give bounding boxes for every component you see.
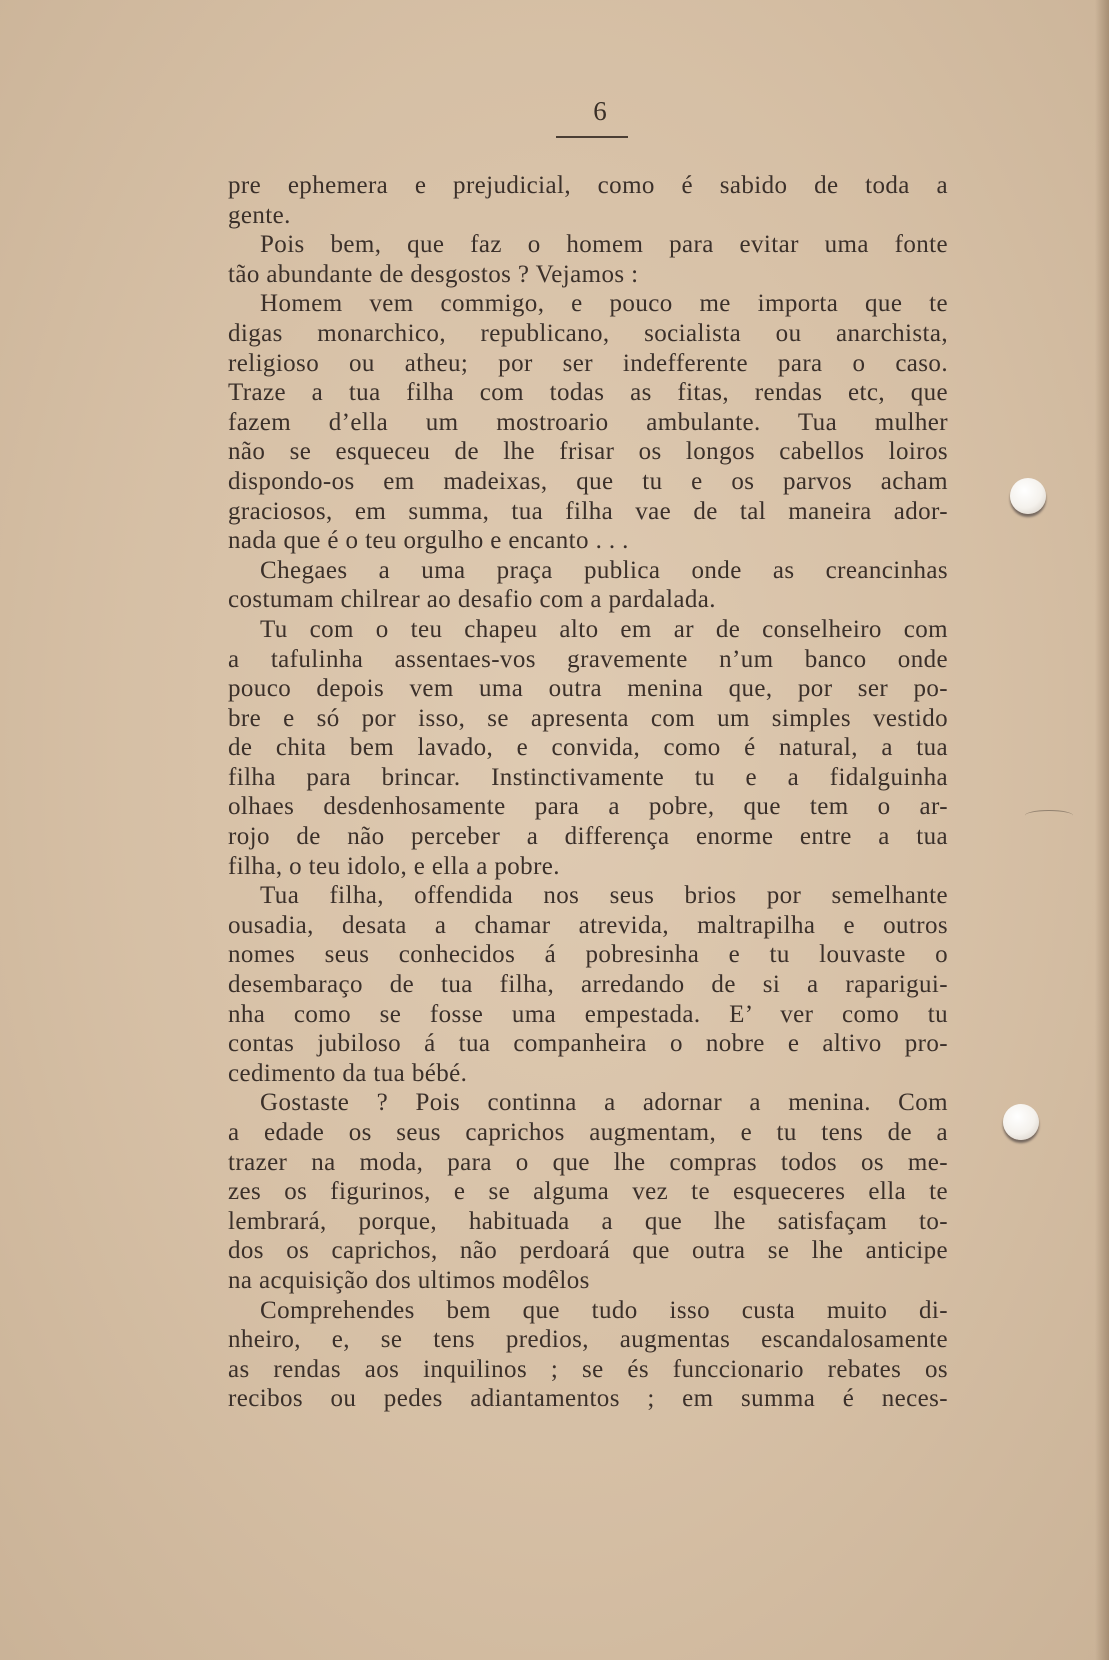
text-line: zes os figurinos, e se alguma vez te esqueceres ella te [228, 1178, 948, 1206]
text-line: olhaes desdenhosamente para a pobre, que tem o ar- [228, 793, 948, 821]
text-line: nomes seus conhecidos á pobresinha e tu louvaste o [228, 941, 948, 969]
text-line: a edade os seus caprichos augmentam, e tu tens de a [228, 1119, 948, 1146]
text-line: rojo de não perceber a differença enorme entre a tua [228, 823, 948, 851]
text-line: Chegaes a uma praça publica onde as creancinhas [260, 556, 948, 584]
text-line: na acquisição dos ultimos modêlos [228, 1266, 590, 1294]
body-text [228, 171, 948, 1414]
text-line: dos os caprichos, não perdoará que outra se lhe anticipe [228, 1237, 948, 1265]
text-line: fazem d’ella um mostroario ambulante. Tua mulher [228, 408, 948, 436]
text-line: Tua filha, offendida nos seus brios por semelhante [260, 882, 948, 910]
text-line: contas jubiloso á tua companheira o nobre e altivo pro- [228, 1030, 948, 1058]
text-line: nada que é o teu orgulho e encanto . . . [228, 527, 629, 555]
text-line: as rendas aos inquilinos ; se és funccionario rebates os [228, 1355, 948, 1383]
page-number-rule [556, 136, 628, 138]
text-line: Comprehendes bem que tudo isso custa muito di- [260, 1296, 948, 1324]
text-line: Tu com o teu chapeu alto em ar de conselheiro com [260, 615, 948, 643]
text-line: a tafulinha assentaes-vos gravemente n’um banco onde [228, 645, 948, 673]
binding-hole [1010, 478, 1046, 514]
text-line: Traze a tua filha com todas as fitas, rendas etc, que [228, 379, 948, 407]
text-line: graciosos, em summa, tua filha vae de tal maneira ador- [228, 497, 948, 525]
text-line: nheiro, e, se tens predios, augmentas escandalosamente [228, 1326, 948, 1354]
text-line: filha para brincar. Instinctivamente tu e a fidalguinha [228, 763, 948, 791]
text-line: pouco depois vem uma outra menina que, por ser po- [228, 675, 948, 703]
text-line: costumam chilrear ao desafio com a pardalada. [228, 586, 716, 614]
text-line: recibos ou pedes adiantamentos ; em summa é neces- [228, 1385, 948, 1413]
text-line: ousadia, desata a chamar atrevida, maltrapilha e outros [228, 911, 948, 939]
text-line: Pois bem, que faz o homem para evitar uma fonte [260, 231, 948, 259]
page-number: 6 [593, 96, 607, 126]
binding-hole-mark [1025, 810, 1073, 821]
text-line: filha, o teu idolo, e ella a pobre. [228, 852, 560, 880]
text-line: trazer na moda, para o que lhe compras todos os me- [228, 1148, 948, 1176]
text-line: Gostaste ? Pois continna a adornar a menina. Com [260, 1089, 948, 1117]
text-line: cedimento da tua bébé. [228, 1059, 468, 1087]
text-line: pre ephemera e prejudicial, como é sabido de toda a [228, 172, 948, 199]
text-line: gente. [228, 201, 291, 229]
text-line: Homem vem commigo, e pouco me importa que te [260, 290, 948, 318]
text-line: bre e só por isso, se apresenta com um simples vestido [228, 704, 948, 732]
text-line: não se esqueceu de lhe frisar os longos cabellos loiros [228, 438, 948, 466]
text-line: nha como se fosse uma empestada. E’ ver como tu [228, 1000, 948, 1028]
text-line: tão abundante de desgostos ? Vejamos : [228, 260, 639, 288]
text-line: de chita bem lavado, e convida, como é natural, a tua [228, 734, 948, 762]
text-line: religioso ou atheu; por ser indefferente para o caso. [228, 349, 948, 377]
text-line: dispondo-os em madeixas, que tu e os parvos acham [228, 467, 948, 495]
text-line: lembrará, porque, habituada a que lhe satisfaçam to- [228, 1207, 948, 1235]
text-line: desembaraço de tua filha, arredando de si a raparigui- [228, 971, 948, 999]
text-line: digas monarchico, republicano, socialista ou anarchista, [228, 319, 948, 347]
page-edge-shadow [1095, 0, 1109, 1660]
binding-hole [1003, 1104, 1039, 1140]
